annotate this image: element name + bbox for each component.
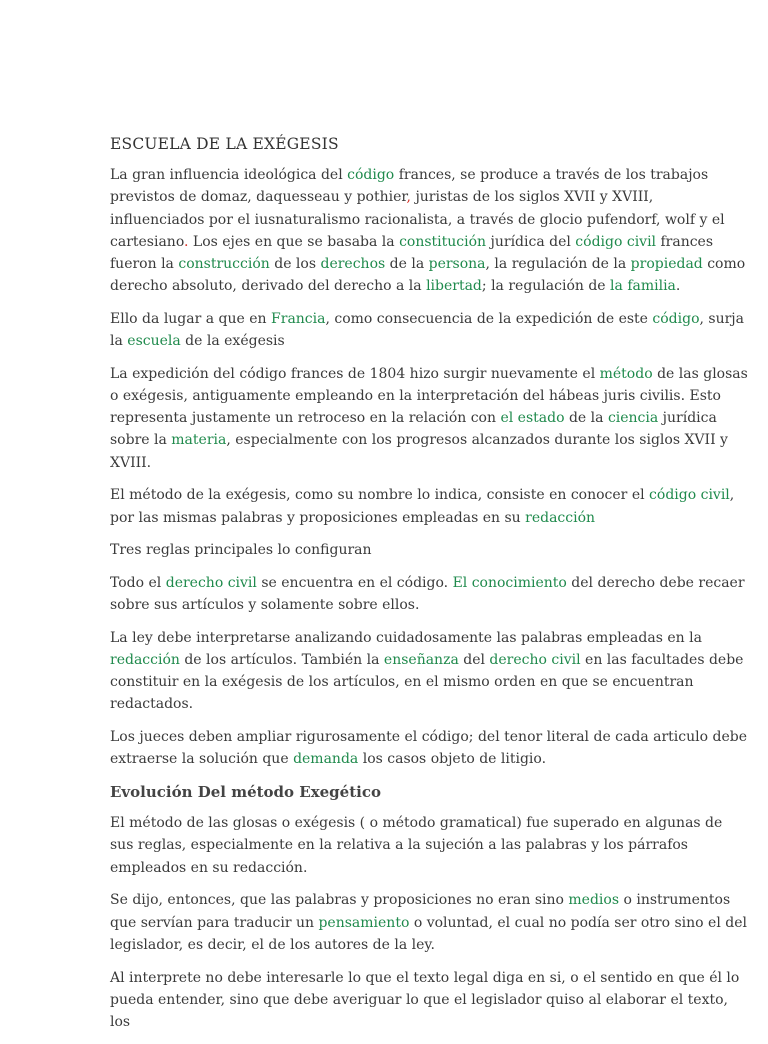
text-run: El método de la exégesis, como su nombre lo indica, consiste en conocer el (110, 487, 650, 504)
link-persona[interactable]: persona (428, 256, 486, 273)
link-construccion[interactable]: construcción (178, 256, 270, 273)
link-redaccion[interactable]: redacción (525, 509, 596, 526)
red-mark: , (406, 189, 411, 206)
paragraph-palabras (110, 889, 750, 956)
text-run: , surja la (110, 310, 744, 350)
link-derecho-civil[interactable]: derecho civil (489, 652, 581, 669)
text-run: , la regulación de la (485, 256, 631, 273)
text-run: en las facultades debe constituir en la exégesis de los artículos, en el mismo orden en que se encuentran redactados. (110, 652, 744, 713)
link-metodo[interactable]: método (599, 365, 653, 382)
text-run: del (458, 652, 490, 669)
link-materia[interactable]: materia (171, 432, 227, 449)
text-run: se encuentra en el código. (256, 574, 453, 591)
link-codigo-civil[interactable]: código civil (575, 233, 657, 250)
text-run: El método de las glosas o exégesis ( o método gramatical) fue superado en algunas de sus reglas, especialmente en la relativa a la sujeción a las palabras y los párrafos empleados en su redacción. (110, 815, 723, 876)
link-escuela[interactable]: escuela (127, 333, 181, 350)
text-run: frances, se produce a través de los trabajos previstos de domaz, daquesseau y pothier (110, 167, 709, 206)
text-run: Los jueces deben ampliar rigurosamente el código; del tenor literal de cada articulo debe extraerse la solución que (110, 729, 747, 768)
text-run: como derecho absoluto, derivado del derecho a la (110, 256, 746, 295)
text-run: , especialmente con los progresos alcanzados durante los siglos XVII y XVIII. (110, 432, 728, 471)
paragraph-regla-3 (110, 726, 750, 770)
paragraph-regla-1 (110, 572, 750, 616)
text-run: los casos objeto de litigio. (358, 751, 547, 768)
text-run: Todo el (110, 574, 166, 591)
paragraph-glosas (110, 812, 750, 879)
link-el-estado[interactable]: el estado (500, 410, 565, 427)
text-run: de la (564, 410, 608, 427)
link-codigo-civil[interactable]: código civil (649, 487, 730, 504)
link-codigo[interactable]: código (347, 167, 395, 184)
text-run: La gran influencia ideológica del (110, 167, 348, 184)
paragraph-francia (110, 308, 750, 352)
link-el-conocimiento[interactable]: El conocimiento (452, 574, 567, 591)
text-run: , por las mismas palabras y proposiciones empleadas en su (110, 487, 735, 526)
page-title: ESCUELA DE LA EXÉGESIS (110, 135, 339, 153)
text-run: o instrumentos que servían para traducir un (110, 892, 731, 931)
red-mark: . (184, 233, 189, 250)
text-run: Se dijo, entonces, que las palabras y proposiciones no eran sino (110, 892, 569, 909)
link-derecho-civil[interactable]: derecho civil (165, 574, 257, 591)
paragraph-metodo-exegesis (110, 484, 750, 528)
text-run: Ello da lugar a que en (110, 310, 272, 327)
text-run: Los ejes en que se basaba la (188, 233, 400, 250)
link-ensenanza[interactable]: enseñanza (383, 652, 459, 669)
link-constitucion[interactable]: constitución (399, 233, 487, 250)
document-body (110, 133, 750, 1044)
text-run: de la exégesis (180, 333, 285, 350)
link-pensamiento[interactable]: pensamiento (318, 914, 410, 931)
text-run: jurídica sobre la (110, 410, 717, 449)
link-la-familia[interactable]: la familia (610, 278, 676, 295)
link-demanda[interactable]: demanda (293, 751, 359, 768)
text-run: de las glosas o exégesis, antiguamente empleando en la interpretación del hábeas juris civilis. Esto representa justamente un retroceso en la relación con (110, 365, 748, 427)
text-run: o voluntad, el cual no podía ser otro sino el del legislador, es decir, el de los autores de la ley. (110, 914, 747, 953)
text-run: de los (269, 256, 321, 273)
text-run: de los artículos. También la (179, 652, 384, 669)
text-run: de la (385, 256, 429, 273)
text-run: Tres reglas principales lo configuran (110, 542, 372, 559)
link-francia[interactable]: Francia (271, 310, 326, 327)
paragraph-expedicion (110, 363, 750, 474)
paragraph-regla-2 (110, 627, 750, 716)
text-run: juristas de los siglos XVII y XVIII, influenciados por el iusnaturalismo racionalista, a través de glocio pufendorf, wolf y el cartesiano (110, 189, 725, 250)
text-run: frances fueron la (110, 233, 714, 273)
link-redaccion[interactable]: redacción (110, 652, 180, 669)
link-propiedad[interactable]: propiedad (630, 256, 703, 273)
link-codigo[interactable]: código (652, 310, 700, 327)
paragraph-tres-reglas (110, 539, 750, 561)
text-run: ; la regulación de (481, 278, 611, 295)
text-run: , como consecuencia de la expedición de este (325, 310, 653, 327)
paragraph-influence (110, 164, 750, 297)
link-medios[interactable]: medios (568, 892, 620, 909)
text-run: Al interprete no debe interesarle lo que el texto legal diga en si, o el sentido en que él lo pueda entender, sino que debe averiguar lo que el legislador quiso al elaborar el texto, los (110, 969, 740, 1030)
text-run: La ley debe interpretarse analizando cuidadosamente las palabras empleadas en la (110, 629, 702, 646)
link-derechos[interactable]: derechos (320, 256, 386, 273)
link-libertad[interactable]: libertad (426, 278, 482, 295)
text-run: del derecho debe recaer sobre sus artículos y solamente sobre ellos. (110, 574, 745, 614)
paragraph-interprete (110, 967, 750, 1034)
text-run: . (675, 278, 681, 295)
text-run: La expedición del código frances de 1804 hizo surgir nuevamente el (110, 365, 600, 382)
text-run: jurídica del (486, 233, 576, 250)
link-ciencia[interactable]: ciencia (607, 410, 659, 427)
section-heading: Evolución Del método Exegético (110, 783, 381, 802)
